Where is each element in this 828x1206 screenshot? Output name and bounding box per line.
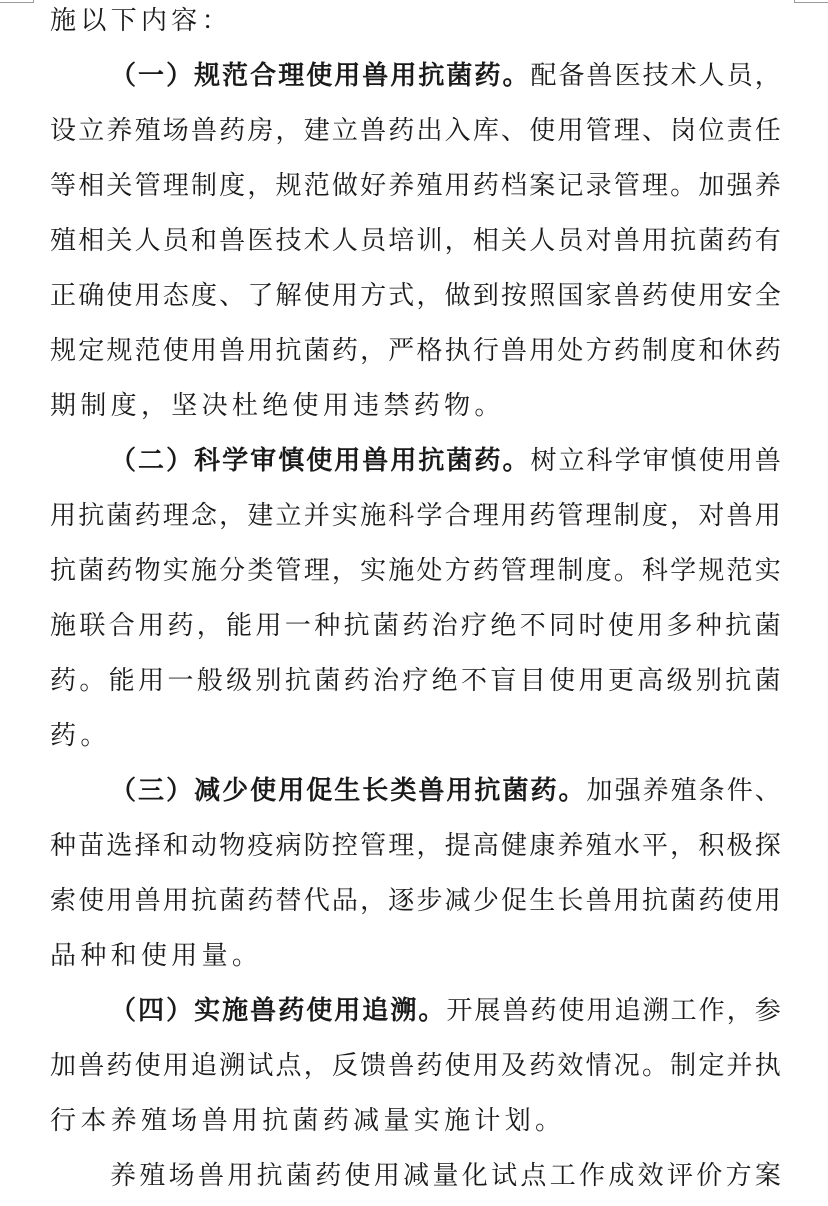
text-line: 施 联 合 用 药 ， 能 用 一 种 抗 菌 药 治 疗 绝 不 同 时 使 用 多 种 抗 菌 [50,610,781,641]
text-line: 药 。 [50,720,107,751]
text-line: 养 殖 场 兽 用 抗 菌 药 使 用 减 量 化 试 点 工 作 成 效 评 价 方 案 [110,1160,781,1191]
text-line: 期 制 度 ， 坚 决 杜 绝 使 用 违 禁 药 物 。 [50,390,501,421]
text-line: 品 种 和 使 用 量 。 [50,940,258,971]
text-line: 施 以 下 内 容 ： [50,5,228,36]
text-line: 加 兽 药 使 用 追 溯 试 点 ， 反 馈 兽 药 使 用 及 药 效 情 况 。 制 定 并 执 [50,1050,781,1081]
crop-mark-top-right [794,0,828,3]
text-line: 设 立 养 殖 场 兽 药 房 ， 建 立 兽 药 出 入 库 、 使 用 管 理 、 岗 位 责 任 [50,115,781,146]
text-line: （ 二 ） 科 学 审 慎 使 用 兽 用 抗 菌 药 。 树 立 科 学 审 慎 使 用 兽 [110,445,781,476]
text-line: 等 相 关 管 理 制 度 ， 规 范 做 好 养 殖 用 药 档 案 记 录 管 理 。 加 强 养 [50,170,781,201]
text-line: 种 苗 选 择 和 动 物 疫 病 防 控 管 理 ， 提 高 健 康 养 殖 水 平 ， 积 极 探 [50,830,781,861]
text-line: 殖 相 关 人 员 和 兽 医 技 术 人 员 培 训 ， 相 关 人 员 对 兽 用 抗 菌 药 有 [50,225,781,256]
text-line: 药 。 能 用 一 般 级 别 抗 菌 药 治 疗 绝 不 盲 目 使 用 更 高 级 别 抗 菌 [50,665,781,696]
text-line: 规 定 规 范 使 用 兽 用 抗 菌 药 ， 严 格 执 行 兽 用 处 方 药 制 度 和 休 药 [50,335,781,366]
text-line: 行 本 养 殖 场 兽 用 抗 菌 药 减 量 实 施 计 划 。 [50,1105,562,1136]
text-line: 索 使 用 兽 用 抗 菌 药 替 代 品 ， 逐 步 减 少 促 生 长 兽 用 抗 菌 药 使 用 [50,885,781,916]
text-line: 正 确 使 用 态 度 、 了 解 使 用 方 式 ， 做 到 按 照 国 家 兽 药 使 用 安 全 [50,280,781,311]
text-line: 抗 菌 药 物 实 施 分 类 管 理 ， 实 施 处 方 药 管 理 制 度 。 科 学 规 范 实 [50,555,781,586]
text-line: （ 三 ） 减 少 使 用 促 生 长 类 兽 用 抗 菌 药 。 加 强 养 殖 条 件 、 [110,775,781,806]
text-line: （ 四 ） 实 施 兽 药 使 用 追 溯 。 开 展 兽 药 使 用 追 溯 工 作 ， 参 [110,995,781,1026]
text-line: 用 抗 菌 药 理 念 ， 建 立 并 实 施 科 学 合 理 用 药 管 理 制 度 ， 对 兽 用 [50,500,781,531]
crop-mark-top-left [0,0,34,3]
text-line: （ 一 ） 规 范 合 理 使 用 兽 用 抗 菌 药 。 配 备 兽 医 技 术 人 员 ， [110,60,781,91]
